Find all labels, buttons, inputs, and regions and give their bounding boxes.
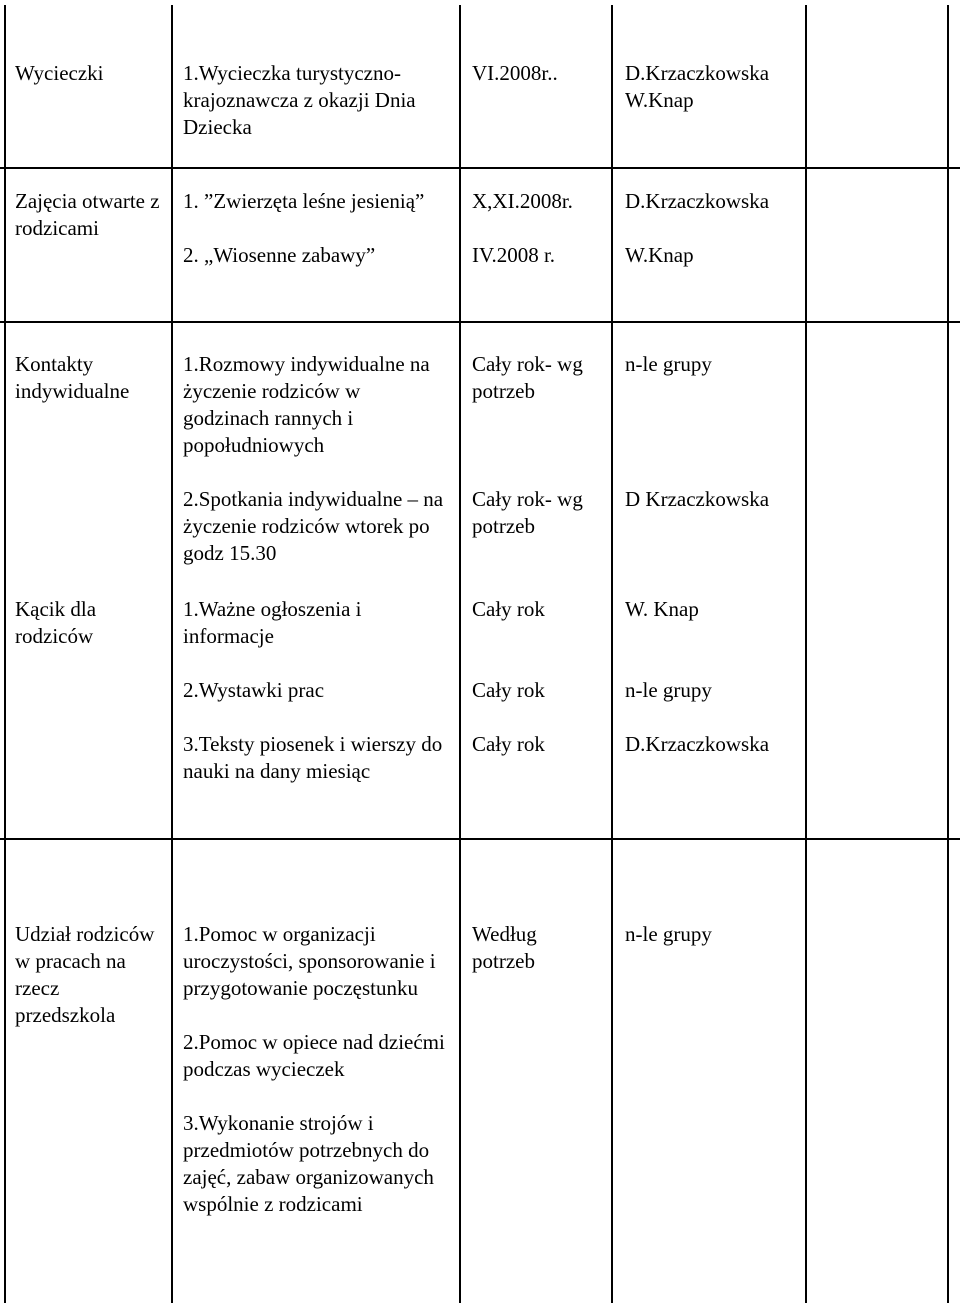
responsible-text: n-le grupy [625, 922, 712, 946]
activity-text: 1.Rozmowy indywidualne na życzenie rodziców w godzinach rannych i popołudniowych [183, 352, 430, 457]
category-label: Wycieczki [15, 61, 104, 85]
responsible-cell [625, 486, 800, 513]
activity-text: 1.Pomoc w organizacji uroczystości, sponsorowanie i przygotowanie poczęstunku [183, 922, 436, 1000]
term-cell [472, 921, 604, 975]
activity-text: 1. ”Zwierzęta leśne jesienią” [183, 189, 425, 213]
term-text: X,XI.2008r. [472, 189, 573, 213]
table-border-left [4, 5, 6, 1303]
responsible-text: W.Knap [625, 243, 694, 267]
activity-text: 2. „Wiosenne zabawy” [183, 243, 376, 267]
responsible-text: D Krzaczkowska [625, 487, 770, 511]
responsible-text: D.Krzaczkowska W.Knap [625, 61, 770, 112]
category-label: Kontakty indywidualne [15, 352, 130, 403]
responsible-cell [625, 351, 795, 378]
responsible-text: D.Krzaczkowska [625, 732, 770, 756]
category-cell [15, 921, 160, 1029]
activities-cell [183, 351, 445, 567]
activity-text: 1.Ważne ogłoszenia i informacje [183, 597, 362, 648]
activity-text: 2.Pomoc w opiece nad dziećmi podczas wycieczek [183, 1030, 445, 1081]
category-cell [15, 351, 165, 405]
activities-cell [183, 921, 451, 1218]
responsible-cell [625, 677, 800, 704]
responsible-cell [625, 188, 785, 269]
term-cell [472, 731, 604, 758]
activities-cell [183, 596, 445, 785]
responsible-text: W. Knap [625, 597, 699, 621]
term-cell [472, 677, 604, 704]
row-divider [0, 838, 960, 840]
term-text: VI.2008r.. [472, 61, 558, 85]
term-text: Cały rok [472, 597, 545, 621]
table-border-right [947, 5, 949, 1303]
term-cell [472, 188, 604, 269]
category-cell [15, 60, 165, 87]
category-cell [15, 188, 165, 242]
term-text: Cały rok [472, 732, 545, 756]
responsible-text: D.Krzaczkowska [625, 189, 770, 213]
category-label: Kącik dla rodziców [15, 597, 97, 648]
category-cell [15, 596, 165, 650]
category-label: Udział rodziców w pracach na rzecz przedszkola [15, 922, 155, 1027]
row-divider [0, 167, 960, 169]
responsible-cell [625, 921, 800, 948]
term-text: Według potrzeb [472, 922, 537, 973]
activity-text: 3.Teksty piosenek i wierszy do nauki na dany miesiąc [183, 732, 443, 783]
activity-text: 2.Spotkania indywidualne – na życzenie rodziców wtorek po godz 15.30 [183, 487, 444, 565]
column-divider [805, 5, 807, 1303]
term-text: Cały rok- wg potrzeb [472, 487, 583, 538]
term-cell [472, 596, 604, 623]
responsible-cell [625, 60, 785, 114]
responsible-cell [625, 731, 800, 758]
responsible-cell [625, 596, 800, 623]
responsible-text: n-le grupy [625, 352, 712, 376]
term-cell [472, 351, 604, 405]
term-text: Cały rok- wg potrzeb [472, 352, 583, 403]
category-label: Zajęcia otwarte z rodzicami [15, 189, 160, 240]
activity-text: 3.Wykonanie strojów i przedmiotów potrzebnych do zajęć, zabaw organizowanych wspólnie z rodzicami [183, 1111, 434, 1216]
activities-cell [183, 188, 445, 269]
row-divider [0, 321, 960, 323]
term-cell [472, 486, 604, 540]
responsible-text: n-le grupy [625, 678, 712, 702]
column-divider [459, 5, 461, 1303]
column-divider [171, 5, 173, 1303]
activity-text: 1.Wycieczka turystyczno-krajoznawcza z okazji Dnia Dziecka [183, 61, 416, 139]
activities-cell [183, 60, 445, 141]
term-text: Cały rok [472, 678, 545, 702]
term-text: IV.2008 r. [472, 243, 556, 267]
column-divider [611, 5, 613, 1303]
activity-text: 2.Wystawki prac [183, 678, 325, 702]
term-cell [472, 60, 604, 87]
